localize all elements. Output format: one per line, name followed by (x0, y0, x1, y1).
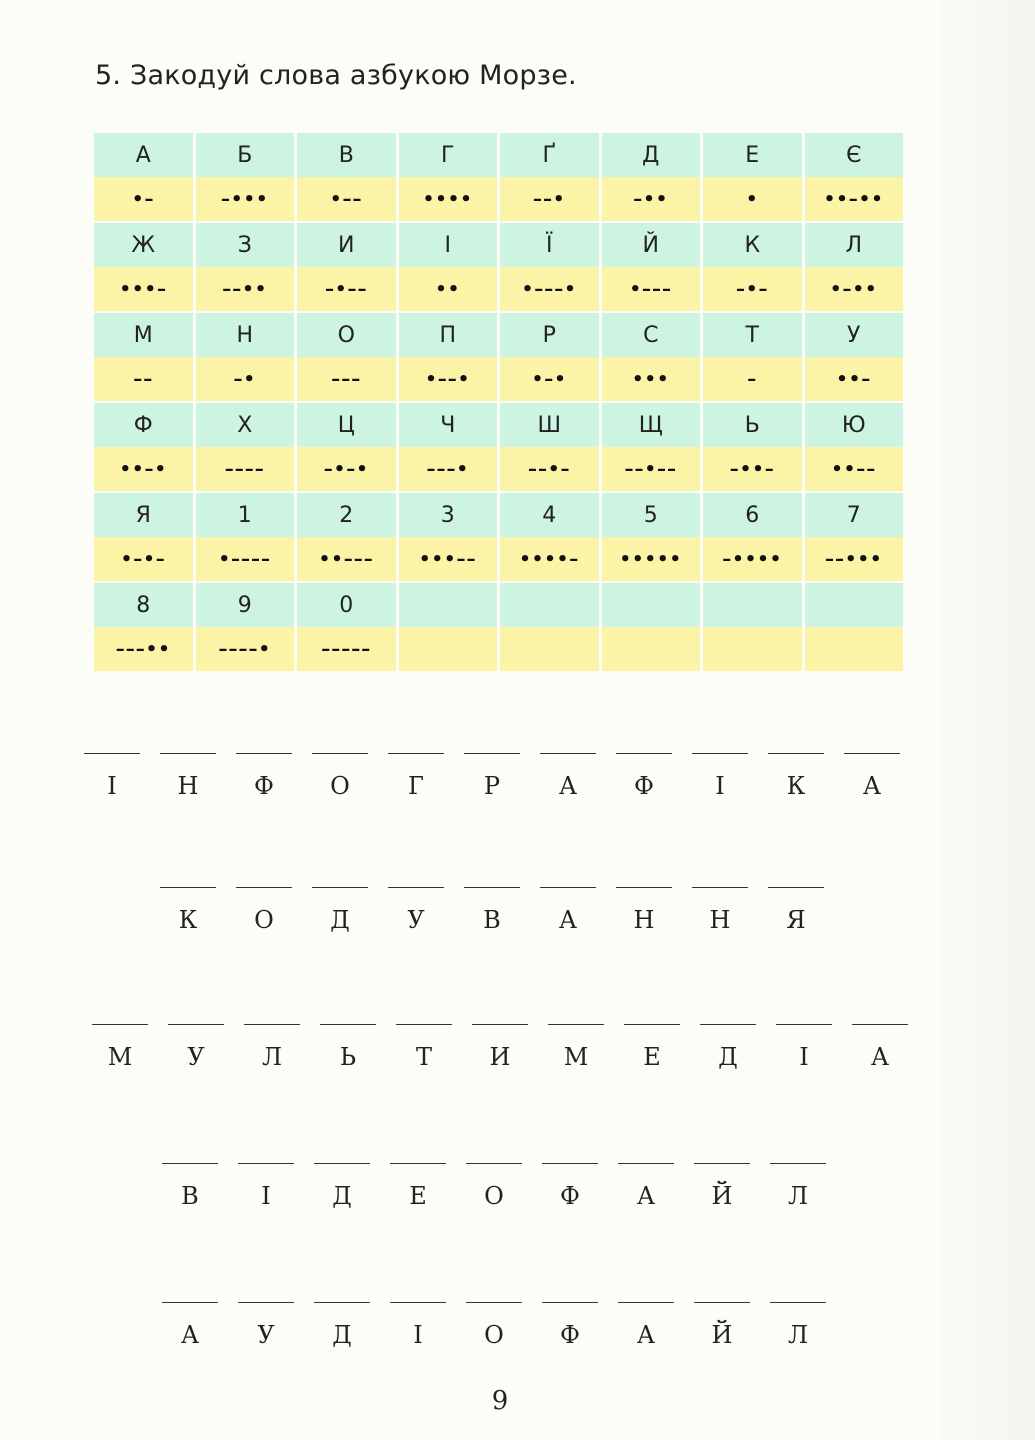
letter-slot (760, 1302, 836, 1349)
morse-symbol-cell: Х (196, 403, 295, 447)
morse-symbol-cell: 5 (602, 493, 701, 537)
letter-slot (606, 887, 682, 934)
answer-blank-line[interactable] (388, 753, 444, 754)
morse-code-cell: ••–– (805, 447, 904, 491)
morse-code-cell: ––•– (500, 447, 599, 491)
answer-blank-line[interactable] (314, 1163, 370, 1164)
letter-slot (152, 1302, 228, 1349)
morse-symbol-cell: Ї (500, 223, 599, 267)
answer-blank-line[interactable] (700, 1024, 756, 1025)
word-letter: Й (711, 1321, 733, 1349)
word-letter: М (107, 1043, 133, 1071)
morse-code-cell: •––• (399, 357, 498, 401)
answer-blank-line[interactable] (618, 1302, 674, 1303)
answer-blank-line[interactable] (616, 887, 672, 888)
morse-code-cell: •••–– (399, 537, 498, 581)
answer-blank-line[interactable] (616, 753, 672, 754)
word-letter: І (799, 1043, 809, 1071)
letter-slot (150, 753, 226, 800)
letter-slot (234, 1024, 310, 1071)
letter-slot (608, 1302, 684, 1349)
answer-blank-line[interactable] (238, 1163, 294, 1164)
morse-code-cell: •–• (500, 357, 599, 401)
letter-slot (456, 1163, 532, 1210)
morse-code-cell: –•– (703, 267, 802, 311)
word-letter: У (187, 1043, 205, 1071)
word-letter: О (484, 1182, 504, 1210)
word-letter: А (862, 772, 882, 800)
letter-slot (758, 887, 834, 934)
word-row (152, 1163, 836, 1210)
morse-code-cell: –•• (602, 177, 701, 221)
answer-blank-line[interactable] (542, 1163, 598, 1164)
word-letter: К (178, 906, 198, 934)
morse-code-cell: •–– (297, 177, 396, 221)
word-letter: А (558, 772, 578, 800)
letter-slot (82, 1024, 158, 1071)
letter-slot (378, 887, 454, 934)
morse-symbol-cell: 1 (196, 493, 295, 537)
letter-slot (310, 1024, 386, 1071)
morse-code-cell: ••–• (94, 447, 193, 491)
answer-blank-line[interactable] (244, 1024, 300, 1025)
word-letter: О (484, 1321, 504, 1349)
morse-symbol-cell: Т (703, 313, 802, 357)
answer-blank-line[interactable] (548, 1024, 604, 1025)
morse-symbol-cell: 4 (500, 493, 599, 537)
morse-code-cell: –••• (196, 177, 295, 221)
morse-symbol-cell: 8 (94, 583, 193, 627)
letter-slot (682, 753, 758, 800)
letter-slot (834, 753, 910, 800)
letter-slot (842, 1024, 918, 1071)
word-letter: Д (718, 1043, 738, 1071)
morse-code-cell: ••– (805, 357, 904, 401)
answer-blank-line[interactable] (464, 887, 520, 888)
word-letter: А (870, 1043, 890, 1071)
answer-blank-line[interactable] (540, 887, 596, 888)
morse-symbol-cell: 2 (297, 493, 396, 537)
answer-blank-line[interactable] (776, 1024, 832, 1025)
letter-slot (304, 1302, 380, 1349)
morse-symbol-cell: Є (805, 133, 904, 177)
word-row (82, 1024, 918, 1071)
answer-blank-line[interactable] (162, 1163, 218, 1164)
answer-blank-line[interactable] (692, 887, 748, 888)
word-letter: Я (786, 906, 806, 934)
letter-slot (454, 887, 530, 934)
morse-code-cell: –––•• (94, 627, 193, 671)
letter-slot (378, 753, 454, 800)
letter-slot (684, 1163, 760, 1210)
morse-code-cell: •• (399, 267, 498, 311)
morse-symbol-cell: Ш (500, 403, 599, 447)
morse-symbol-cell: А (94, 133, 193, 177)
morse-code-cell: •–•• (805, 267, 904, 311)
answer-blank-line[interactable] (388, 887, 444, 888)
word-row (152, 1302, 836, 1349)
answer-blank-line[interactable] (694, 1163, 750, 1164)
letter-slot (538, 1024, 614, 1071)
morse-code-cell: –––– (196, 447, 295, 491)
letter-slot (74, 753, 150, 800)
letter-slot (614, 1024, 690, 1071)
word-letter: И (489, 1043, 511, 1071)
word-letter: Л (261, 1043, 283, 1071)
morse-symbol-cell: П (399, 313, 498, 357)
word-letter: Л (787, 1182, 809, 1210)
morse-symbol-cell: Ц (297, 403, 396, 447)
morse-code-cell: ––•–– (602, 447, 701, 491)
page-number: 9 (491, 1386, 509, 1416)
morse-code-cell: – (703, 357, 802, 401)
letter-slot (386, 1024, 462, 1071)
morse-symbol-cell: Ю (805, 403, 904, 447)
word-letter: Ь (339, 1043, 357, 1071)
answer-blank-line[interactable] (768, 887, 824, 888)
word-letter: У (407, 906, 425, 934)
word-letter: Н (177, 772, 199, 800)
answer-blank-line[interactable] (92, 1024, 148, 1025)
letter-slot (530, 753, 606, 800)
morse-code-cell: –––• (399, 447, 498, 491)
word-letter: І (107, 772, 117, 800)
answer-blank-line[interactable] (236, 887, 292, 888)
morse-symbol-cell: Я (94, 493, 193, 537)
letter-slot (304, 1163, 380, 1210)
answer-blank-line[interactable] (320, 1024, 376, 1025)
morse-symbol-cell: І (399, 223, 498, 267)
answer-blank-line[interactable] (390, 1163, 446, 1164)
morse-code-cell: ––•• (196, 267, 295, 311)
morse-symbol-cell: 7 (805, 493, 904, 537)
morse-symbol-cell: Н (196, 313, 295, 357)
letter-slot (760, 1163, 836, 1210)
morse-symbol-cell: К (703, 223, 802, 267)
morse-symbol-cell: В (297, 133, 396, 177)
morse-code-cell: –••– (703, 447, 802, 491)
letter-slot (302, 887, 378, 934)
morse-symbol-cell: 9 (196, 583, 295, 627)
morse-symbol-cell: И (297, 223, 396, 267)
morse-code-cell: • (703, 177, 802, 221)
letter-slot (682, 887, 758, 934)
word-letter: І (413, 1321, 423, 1349)
word-letter: Д (330, 906, 350, 934)
morse-code-cell: •–––• (500, 267, 599, 311)
answer-blank-line[interactable] (618, 1163, 674, 1164)
answer-blank-line[interactable] (694, 1302, 750, 1303)
letter-slot (380, 1302, 456, 1349)
word-letter: Ф (634, 772, 654, 800)
morse-code-cell: ••–•• (805, 177, 904, 221)
answer-blank-line[interactable] (466, 1163, 522, 1164)
word-letter: І (715, 772, 725, 800)
letter-slot (758, 753, 834, 800)
word-letter: Е (643, 1043, 661, 1071)
letter-slot (530, 887, 606, 934)
answer-blank-line[interactable] (770, 1302, 826, 1303)
morse-code-cell: ••••– (500, 537, 599, 581)
word-letter: Ф (254, 772, 274, 800)
morse-symbol-cell: 3 (399, 493, 498, 537)
morse-code-cell: ••––– (297, 537, 396, 581)
letter-slot (228, 1163, 304, 1210)
morse-code-cell: •–•– (94, 537, 193, 581)
morse-symbol-cell: 0 (297, 583, 396, 627)
morse-code-cell: ––––• (196, 627, 295, 671)
morse-symbol-cell: Ч (399, 403, 498, 447)
answer-blank-line[interactable] (160, 753, 216, 754)
morse-code-cell: •–––– (196, 537, 295, 581)
word-letter: А (180, 1321, 200, 1349)
word-letter: А (636, 1321, 656, 1349)
morse-code-cell: •••• (399, 177, 498, 221)
word-letter: Т (415, 1043, 432, 1071)
letter-slot (226, 753, 302, 800)
answer-blank-line[interactable] (466, 1302, 522, 1303)
letter-slot (158, 1024, 234, 1071)
word-letter: Н (709, 906, 731, 934)
answer-blank-line[interactable] (160, 887, 216, 888)
morse-code-cell: •– (94, 177, 193, 221)
morse-code-cell: •••– (94, 267, 193, 311)
morse-symbol-cell: 6 (703, 493, 802, 537)
morse-symbol-cell: Л (805, 223, 904, 267)
word-letter: М (563, 1043, 589, 1071)
word-letter: Д (332, 1182, 352, 1210)
letter-slot (456, 1302, 532, 1349)
morse-code-cell: –• (196, 357, 295, 401)
answer-blank-line[interactable] (540, 753, 596, 754)
answer-blank-line[interactable] (162, 1302, 218, 1303)
morse-symbol-cell: С (602, 313, 701, 357)
answer-blank-line[interactable] (236, 753, 292, 754)
letter-slot (532, 1302, 608, 1349)
morse-code-cell: –– (94, 357, 193, 401)
morse-code-cell: ––––– (297, 627, 396, 671)
word-letter: Г (408, 772, 424, 800)
answer-blank-line[interactable] (396, 1024, 452, 1025)
letter-slot (532, 1163, 608, 1210)
answer-blank-line[interactable] (770, 1163, 826, 1164)
answer-blank-line[interactable] (312, 753, 368, 754)
exercise-title: 5. Закодуй слова азбукою Морзе. (95, 60, 577, 91)
answer-blank-line[interactable] (390, 1302, 446, 1303)
morse-symbol-cell: Ф (94, 403, 193, 447)
morse-symbol-cell: Б (196, 133, 295, 177)
word-letter: Ф (560, 1182, 580, 1210)
morse-code-cell: –•–• (297, 447, 396, 491)
morse-code-cell: ––••• (805, 537, 904, 581)
answer-blank-line[interactable] (84, 753, 140, 754)
morse-code-cell: ••••• (602, 537, 701, 581)
word-letter: У (257, 1321, 275, 1349)
morse-code-cell: ––– (297, 357, 396, 401)
letter-slot (606, 753, 682, 800)
morse-symbol-cell: Д (602, 133, 701, 177)
letter-slot (462, 1024, 538, 1071)
letter-slot (152, 1163, 228, 1210)
letter-slot (150, 887, 226, 934)
answer-blank-line[interactable] (314, 1302, 370, 1303)
word-row (74, 753, 910, 800)
answer-blank-line[interactable] (692, 753, 748, 754)
answer-blank-line[interactable] (542, 1302, 598, 1303)
answer-blank-line[interactable] (464, 753, 520, 754)
letter-slot (766, 1024, 842, 1071)
morse-code-cell: –•••• (703, 537, 802, 581)
morse-symbol-cell: Е (703, 133, 802, 177)
morse-symbol-cell: Ь (703, 403, 802, 447)
letter-slot (302, 753, 378, 800)
answer-blank-line[interactable] (472, 1024, 528, 1025)
morse-code-cell: •––– (602, 267, 701, 311)
answer-blank-line[interactable] (768, 753, 824, 754)
word-letter: Й (711, 1182, 733, 1210)
morse-symbol-cell: О (297, 313, 396, 357)
word-letter: Л (787, 1321, 809, 1349)
word-letter: Ф (560, 1321, 580, 1349)
word-letter: В (181, 1182, 199, 1210)
morse-symbol-cell: З (196, 223, 295, 267)
morse-code-cell: –•–– (297, 267, 396, 311)
answer-blank-line[interactable] (238, 1302, 294, 1303)
word-letter: К (786, 772, 806, 800)
letter-slot (684, 1302, 760, 1349)
word-letter: І (261, 1182, 271, 1210)
word-letter: О (254, 906, 274, 934)
answer-blank-line[interactable] (312, 887, 368, 888)
word-letter: Н (633, 906, 655, 934)
answer-blank-line[interactable] (624, 1024, 680, 1025)
morse-code-cell: ––• (500, 177, 599, 221)
answer-blank-line[interactable] (168, 1024, 224, 1025)
letter-slot (228, 1302, 304, 1349)
answer-blank-line[interactable] (852, 1024, 908, 1025)
word-letter: О (330, 772, 350, 800)
letter-slot (608, 1163, 684, 1210)
morse-symbol-cell: Ж (94, 223, 193, 267)
morse-symbol-cell: М (94, 313, 193, 357)
word-row (150, 887, 834, 934)
word-letter: Р (483, 772, 501, 800)
morse-symbol-cell: Ґ (500, 133, 599, 177)
morse-symbol-cell: Р (500, 313, 599, 357)
letter-slot (226, 887, 302, 934)
answer-blank-line[interactable] (844, 753, 900, 754)
letter-slot (690, 1024, 766, 1071)
morse-symbol-cell: У (805, 313, 904, 357)
letter-slot (454, 753, 530, 800)
morse-symbol-cell: Й (602, 223, 701, 267)
letter-slot (380, 1163, 456, 1210)
word-letter: А (558, 906, 578, 934)
morse-code-cell: ••• (602, 357, 701, 401)
word-letter: Е (409, 1182, 427, 1210)
morse-symbol-cell: Щ (602, 403, 701, 447)
word-letter: Д (332, 1321, 352, 1349)
word-letter: В (483, 906, 501, 934)
word-letter: А (636, 1182, 656, 1210)
morse-symbol-cell: Г (399, 133, 498, 177)
